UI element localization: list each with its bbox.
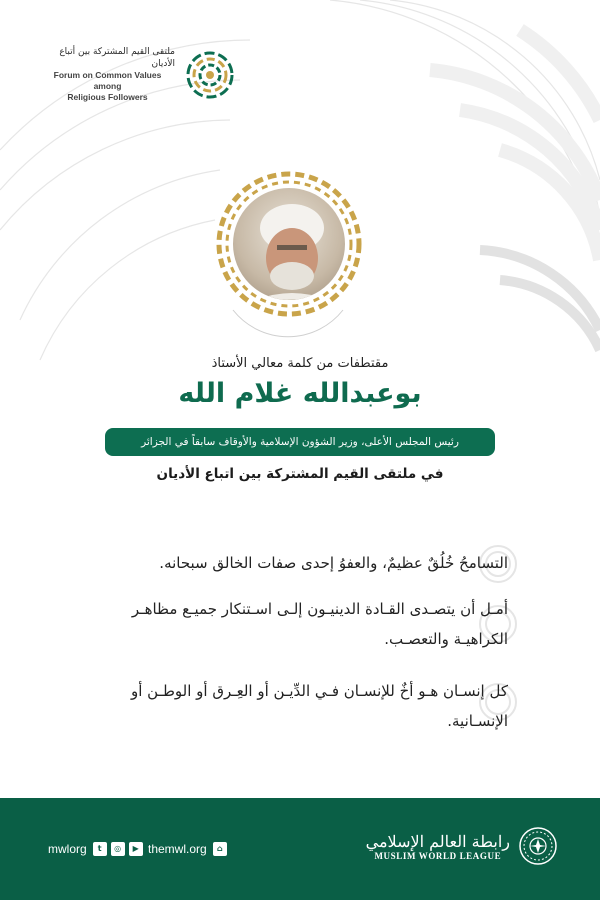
speaker-portrait — [230, 185, 348, 303]
footer-bar — [0, 798, 600, 900]
event-name: في ملتقى القيم المشتركة بين اتباع الأديان — [156, 466, 444, 482]
forum-name-ar: ملتقى القيم المشتركة بين أتباع الأديان — [59, 47, 175, 69]
forum-name-en-line1: Forum on Common Values among — [53, 70, 162, 91]
mwl-name-ar: رابطة العالم الإسلامي — [365, 831, 510, 851]
forum-name-en-line2: Religious Followers — [67, 92, 148, 102]
speaker-name: بوعبدالله غلام الله — [178, 378, 422, 409]
mwl-name-en: MUSLIM WORLD LEAGUE — [374, 850, 502, 861]
quote-3: كل إنسـان هـو أخٌ للإنسـان فـي الدِّيـن أو العِـرق أو الوطـن أو الإنسـانية. — [130, 682, 508, 730]
twitter-icon[interactable]: t — [93, 842, 107, 856]
mwl-logo — [366, 826, 558, 866]
website-link[interactable] — [148, 842, 231, 856]
quote-1: التسامحُ خُلُقٌ عظيمٌ، والعفوُ إحدى صفات الخالق سبحانه. — [159, 554, 508, 572]
speaker-intro: مقتطفات من كلمة معالي الأستاذ — [211, 356, 389, 371]
mwl-logo-text — [366, 832, 510, 861]
forum-logo — [40, 46, 235, 103]
speaker-portrait-frame — [213, 160, 363, 350]
mwl-emblem-icon — [518, 826, 558, 866]
quote-2: أمـل أن يتصـدى القـادة الدينيـون إلـى اسـتنكار جميـع مظاهـر الكراهيـة والتعصـب. — [131, 600, 508, 648]
speaker-title-badge: رئيس المجلس الأعلى، وزير الشؤون الإسلامية والأوقاف سابقاً في الجزائر — [105, 428, 495, 456]
instagram-icon[interactable]: ◎ — [111, 842, 125, 856]
social-handle[interactable]: mwlorg — [48, 842, 87, 856]
social-links — [48, 842, 147, 856]
youtube-icon[interactable]: ▶ — [129, 842, 143, 856]
forum-logo-text — [40, 46, 175, 103]
website-url[interactable]: themwl.org — [148, 842, 207, 856]
concentric-arcs-logo-icon — [185, 50, 235, 100]
home-icon[interactable]: ⌂ — [213, 842, 227, 856]
